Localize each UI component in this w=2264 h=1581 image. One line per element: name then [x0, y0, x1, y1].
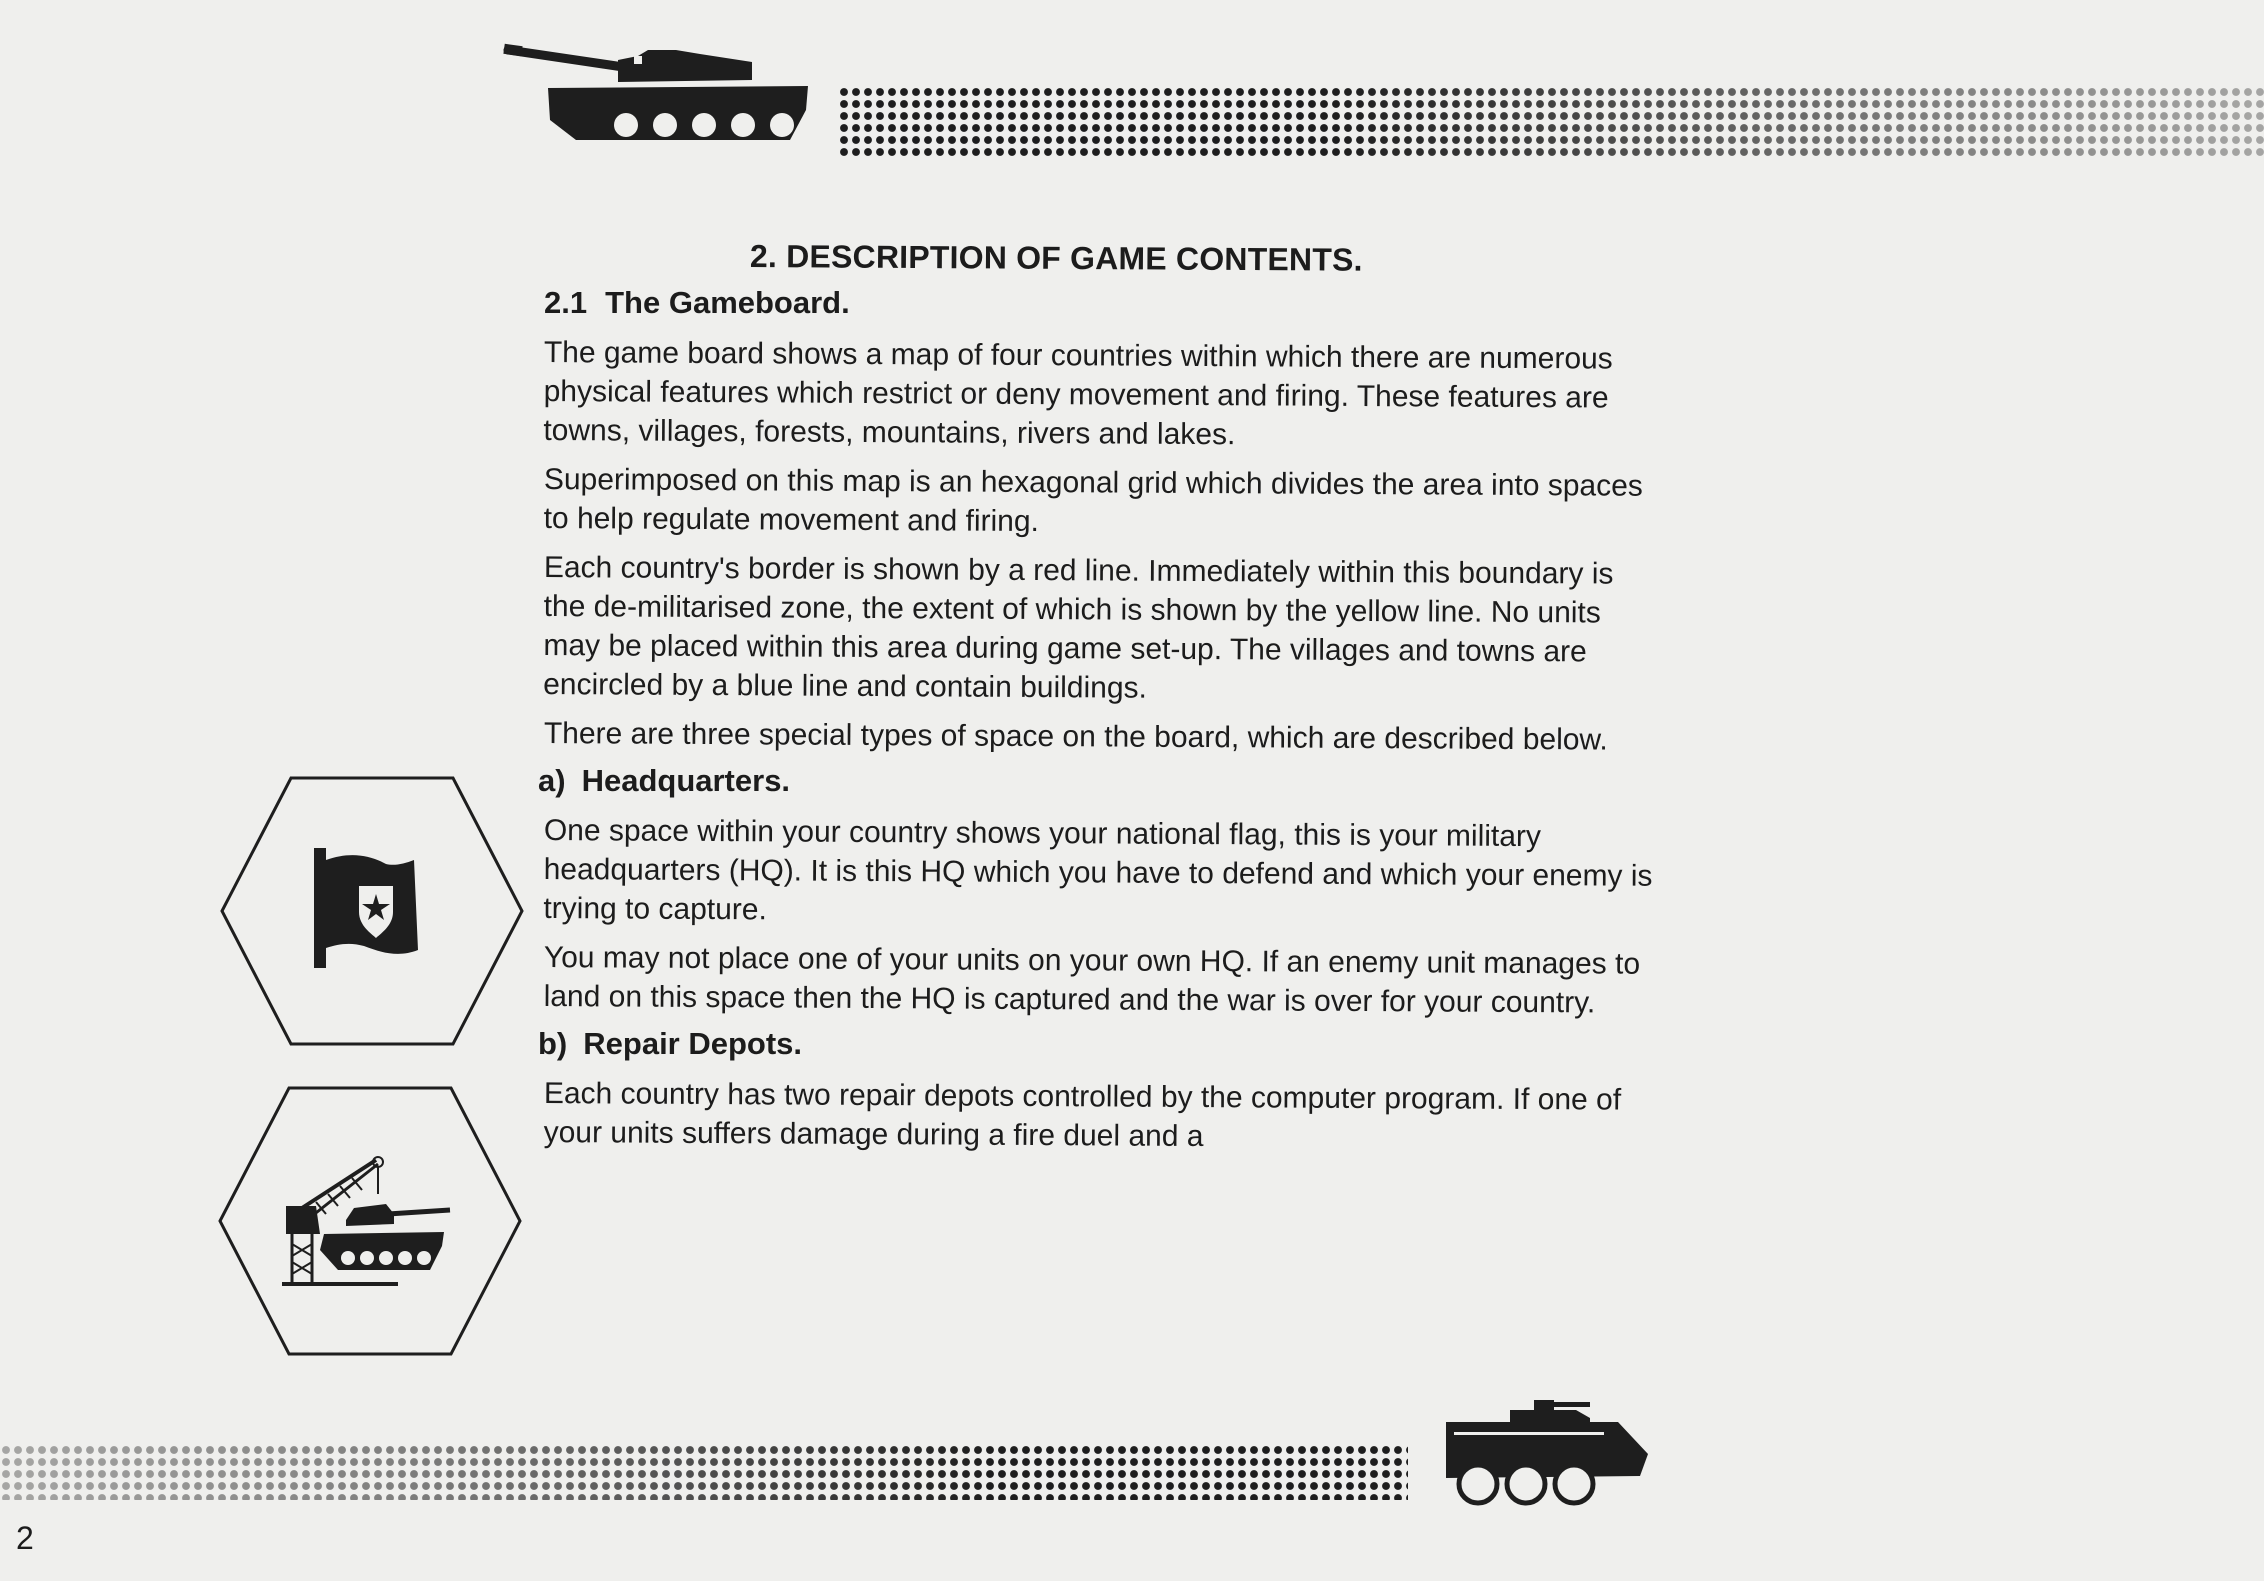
section-title: [544, 285, 1656, 321]
tank-icon: [500, 36, 820, 150]
repair-depot-hexagon: [216, 1084, 524, 1358]
headquarters-heading: [538, 763, 1656, 799]
paragraph: Each country's border is shown by a red line. Immediately within this boundary is the de-militarised zone, the extent of which is shown by the yellow line. No units may be placed within this area during game set-up. The villages and towns are encircled by a blue line and contain buildings.: [543, 550, 1614, 705]
paragraph: Superimposed on this map is an hexagonal grid which divides the area into spaces to help regulate movement and firing.: [543, 462, 1643, 539]
repair-depots-label: b): [538, 1026, 568, 1061]
page-number: 2: [16, 1520, 34, 1556]
repair-depots-title: Repair Depots.: [583, 1026, 803, 1061]
headquarters-label: a): [538, 763, 566, 798]
section-title-text: The Gameboard.: [605, 285, 850, 320]
dotted-banner-bottom: [0, 1444, 1408, 1500]
paragraph: There are three special types of space on the board, which are described below.: [543, 716, 1608, 757]
paragraph: You may not place one of your units on your own HQ. If an enemy unit manages to land on this space then the HQ is captured and the war is over for your country.: [543, 940, 1641, 1020]
main-text: [536, 238, 1656, 1162]
hq-flag-icon: [314, 848, 418, 968]
repair-depot-crane-icon: [282, 1157, 450, 1286]
dotted-banner-top: [838, 86, 2264, 158]
headquarters-title: Headquarters.: [581, 763, 791, 798]
page-heading: 2. DESCRIPTION OF GAME CONTENTS.: [749, 238, 1363, 278]
section-number: 2.1: [544, 285, 588, 320]
hq-hexagon: [218, 774, 526, 1048]
paragraph: Each country has two repair depots controlled by the computer program. If one of your units suffers damage during a fire duel and a: [543, 1077, 1622, 1154]
paragraph: The game board shows a map of four countries within which there are numerous physical features which restrict or deny movement and firing. These features are towns, villages, forests, mountains, rivers and lakes.: [543, 335, 1613, 452]
paragraph: One space within your country shows your national flag, this is your military headquarters (HQ). It is this HQ which you have to defend and which your enemy is trying to capture.: [543, 813, 1653, 927]
armoured-car-icon: [1438, 1396, 1656, 1510]
repair-depots-heading: [538, 1026, 1656, 1062]
